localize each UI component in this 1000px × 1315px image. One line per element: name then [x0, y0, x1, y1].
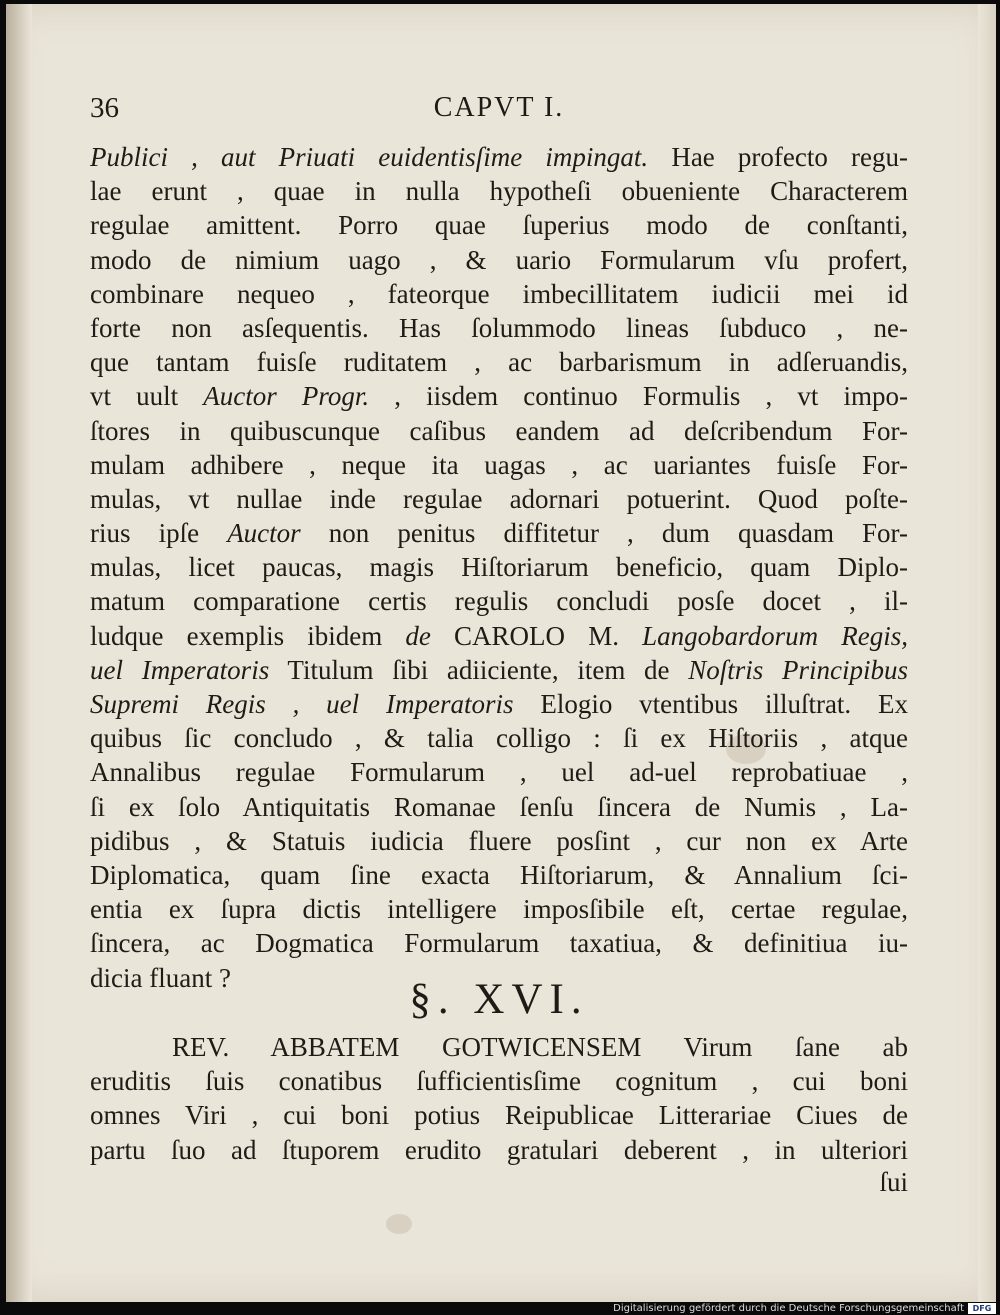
text-line [90, 619, 908, 653]
text-line [90, 482, 908, 516]
digitization-footer [0, 1302, 1000, 1315]
text-line [90, 379, 908, 413]
text-run: ludque exemplis ibidem [90, 620, 406, 651]
text-line [90, 721, 908, 755]
italic-run: Langobardorum Regis, [642, 620, 908, 651]
italic-run: Supremi Regis , uel Imperatoris [90, 689, 514, 719]
text-line: REV. ABBATEM GOTWICENSEM Virum ſane ab [172, 1032, 908, 1062]
text-line: omnes Viri , cui boni potius Reipublicae Litterariae Ciues de [90, 1100, 908, 1131]
text-line [90, 345, 908, 379]
text-line [90, 448, 908, 482]
text-run: matum comparatione certis regulis concludi posſe docet , il- [90, 586, 908, 617]
text-run: dicia fluant ? [90, 962, 231, 993]
italic-run: Auctor Progr. [203, 381, 370, 412]
text-line [90, 790, 908, 824]
italic-run: Auctor [227, 518, 301, 549]
paper-stain [386, 1214, 412, 1234]
text-line [90, 892, 908, 926]
page-number: 36 [90, 92, 119, 124]
page-edge [978, 4, 996, 1302]
text-run: non penitus diffitetur , dum quasdam For- [300, 518, 908, 549]
text-run: ſincera, ac Dogmatica Formularum taxatiua, & definitiua iu- [90, 928, 908, 959]
italic-run: Publici , aut Priuati euidentisſime impingat. [90, 142, 649, 172]
text-line: partu ſuo ad ſtuporem erudito gratulari deberent , in ulteriori [90, 1134, 908, 1165]
running-head: CAPVT I. [433, 92, 565, 123]
text-line [90, 174, 908, 208]
funding-credit: Digitalisierung gefördert durch die Deutsche Forschungsgemeinschaft [613, 1303, 964, 1314]
text-run: ſi ex ſolo Antiquitatis Romanae ſenſu ſincera de Numis , La- [90, 791, 908, 822]
text-run: , iisdem continuo Formulis , vt impo- [369, 381, 908, 412]
text-run: que tantam fuisſe ruditatem , ac barbarismum in adſeruandis, [90, 347, 908, 378]
text-run: entia ex ſupra dictis intelligere imposſibile eſt, certae regulae, [90, 894, 908, 925]
paragraph-body-1 [90, 140, 908, 995]
italic-run: de [405, 620, 431, 651]
text-run: Titulum ſibi adiiciente, item de [269, 654, 689, 685]
text-run: Elogio vtentibus illuſtrat. Ex [513, 689, 908, 719]
paragraph-body-2 [90, 1030, 908, 1167]
text-line [90, 687, 908, 721]
text-run: ſtores in quibuscunque caſibus eandem ad deſcribendum For- [90, 415, 908, 446]
text-line [90, 584, 908, 618]
text-run: Diplomatica, quam ſine exacta Hiſtoriarum, & Annalium ſci- [90, 859, 908, 890]
text-run: pidibus , & Statuis iudicia fluere posſint , cur non ex Arte [90, 825, 908, 856]
text-run: CAROLO M. [430, 620, 643, 651]
italic-run: uel Imperatoris [90, 654, 270, 685]
text-line [90, 550, 908, 584]
page-header [90, 90, 908, 134]
text-line [90, 516, 908, 550]
text-run: mulas, vt nullae inde regulae adornari potuerint. Quod poſte- [90, 483, 908, 514]
text-run: rius ipſe [90, 518, 228, 549]
text-line [90, 858, 908, 892]
italic-run: Noſtris Principibus [688, 654, 908, 685]
text-run: vt uult [90, 381, 204, 412]
text-run: modo de nimium uago , & uario Formularum vſu profert, [90, 244, 908, 275]
text-line [90, 926, 908, 960]
text-line [90, 755, 908, 789]
text-line [90, 208, 908, 242]
text-run: forte non asſequentis. Has ſolummodo lineas ſubduco , ne- [90, 312, 908, 343]
text-run: Annalibus regulae Formularum , uel ad-uel reprobatiuae , [90, 757, 908, 788]
text-run: mulam adhibere , neque ita uagas , ac uariantes fuisſe For- [90, 449, 908, 480]
text-line [90, 277, 908, 311]
catchword: ſui [879, 1167, 908, 1197]
text-run: quibus ſic concludo , & talia colligo : ſi ex Hiſtoriis , atque [90, 723, 908, 754]
page-gutter-shadow [6, 4, 32, 1302]
text-run: regulae amittent. Porro quae ſuperius modo de conſtanti, [90, 210, 908, 241]
section-heading: §. XVI. [409, 976, 589, 1023]
text-line [90, 243, 908, 277]
text-line [90, 824, 908, 858]
text-run: mulas, licet paucas, magis Hiſtoriarum beneficio, quam Diplo- [90, 552, 908, 583]
text-run: combinare nequeo , fateorque imbecillitatem iudicii mei id [90, 278, 908, 309]
text-line [90, 311, 908, 345]
text-line [90, 653, 908, 687]
dfg-logo: DFG [968, 1303, 996, 1314]
text-line: eruditis ſuis conatibus ſufficientisſime cognitum , cui boni [90, 1066, 908, 1097]
text-line [90, 140, 908, 174]
text-run: Hae profecto regu- [648, 142, 908, 172]
text-line [90, 414, 908, 448]
text-run: lae erunt , quae in nulla hypotheſi obueniente Characterem [90, 176, 908, 207]
